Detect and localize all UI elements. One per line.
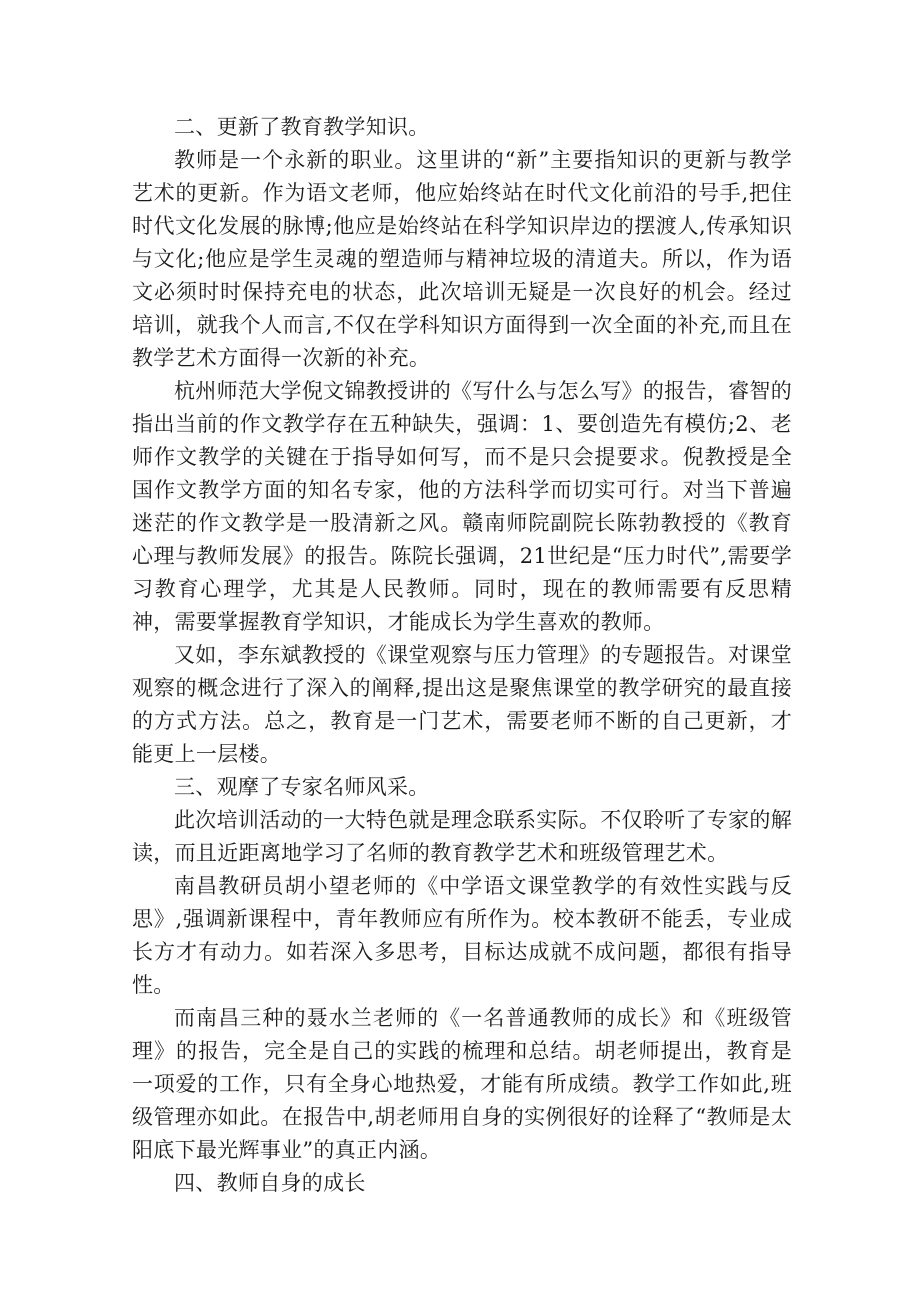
paragraph: 南昌教研员胡小望老师的《中学语文课堂教学的有效性实践与反思》,强调新课程中，青年教师应有所作为。校本教研不能丢，专业成长方才有动力。如若深入多思考，目标达成就不成问题，都很有指导性。 bbox=[132, 874, 792, 997]
section-heading-4: 四、教师自身的成长 bbox=[174, 1171, 366, 1195]
paragraph: 又如，李东斌教授的《课堂观察与压力管理》的专题报告。对课堂观察的概念进行了深入的阐释,提出这是聚焦课堂的教学研究的最直接的方式方法。总之，教育是一门艺术，需要老师不断的自己更新，才能更上一层楼。 bbox=[132, 643, 792, 766]
paragraph: 而南昌三种的聂水兰老师的《一名普通教师的成长》和《班级管理》的报告，完全是自己的实践的梳理和总结。胡老师提出，教育是一项爱的工作，只有全身心地热爱，才能有所成绩。教学工作如此,班级管理亦如此。在报告中,胡老师用自身的实例很好的诠释了“教师是太阳底下最光辉事业”的真正内涵。 bbox=[132, 1006, 792, 1162]
section-heading-2: 二、更新了教育教学知识。 bbox=[174, 115, 430, 139]
document-body bbox=[132, 111, 792, 1200]
paragraph: 杭州师范大学倪文锦教授讲的《写什么与怎么写》的报告，睿智的指出当前的作文教学存在五种缺失，强调：1、要创造先有模仿;2、老师作文教学的关键在于指导如何写，而不是只会提要求。倪教授是全国作文教学方面的知名专家，他的方法科学而切实可行。对当下普遍迷茫的作文教学是一股清新之风。赣南师院副院长陈勃教授的《教育心理与教师发展》的报告。陈院长强调，21世纪是“压力时代”,需要学习教育心理学，尤其是人民教师。同时，现在的教师需要有反思精神，需要掌握教育学知识，才能成长为学生喜欢的教师。 bbox=[132, 379, 793, 634]
paragraph: 教师是一个永新的职业。这里讲的“新”主要指知识的更新与教学艺术的更新。作为语文老师，他应始终站在时代文化前沿的号手,把住时代文化发展的脉博;他应是始终站在科学知识岸边的摆渡人,传承知识与文化;他应是学生灵魂的塑造师与精神垃圾的清道夫。所以，作为语文必须时时保持充电的状态，此次培训无疑是一次良好的机会。经过培训，就我个人而言,不仅在学科知识方面得到一次全面的补充,而且在教学艺术方面得一次新的补充。 bbox=[132, 148, 792, 370]
paragraph: 此次培训活动的一大特色就是理念联系实际。不仅聆听了专家的解读，而且近距离地学习了名师的教育教学艺术和班级管理艺术。 bbox=[132, 808, 792, 865]
section-heading-3: 三、观摩了专家名师风采。 bbox=[174, 775, 430, 799]
